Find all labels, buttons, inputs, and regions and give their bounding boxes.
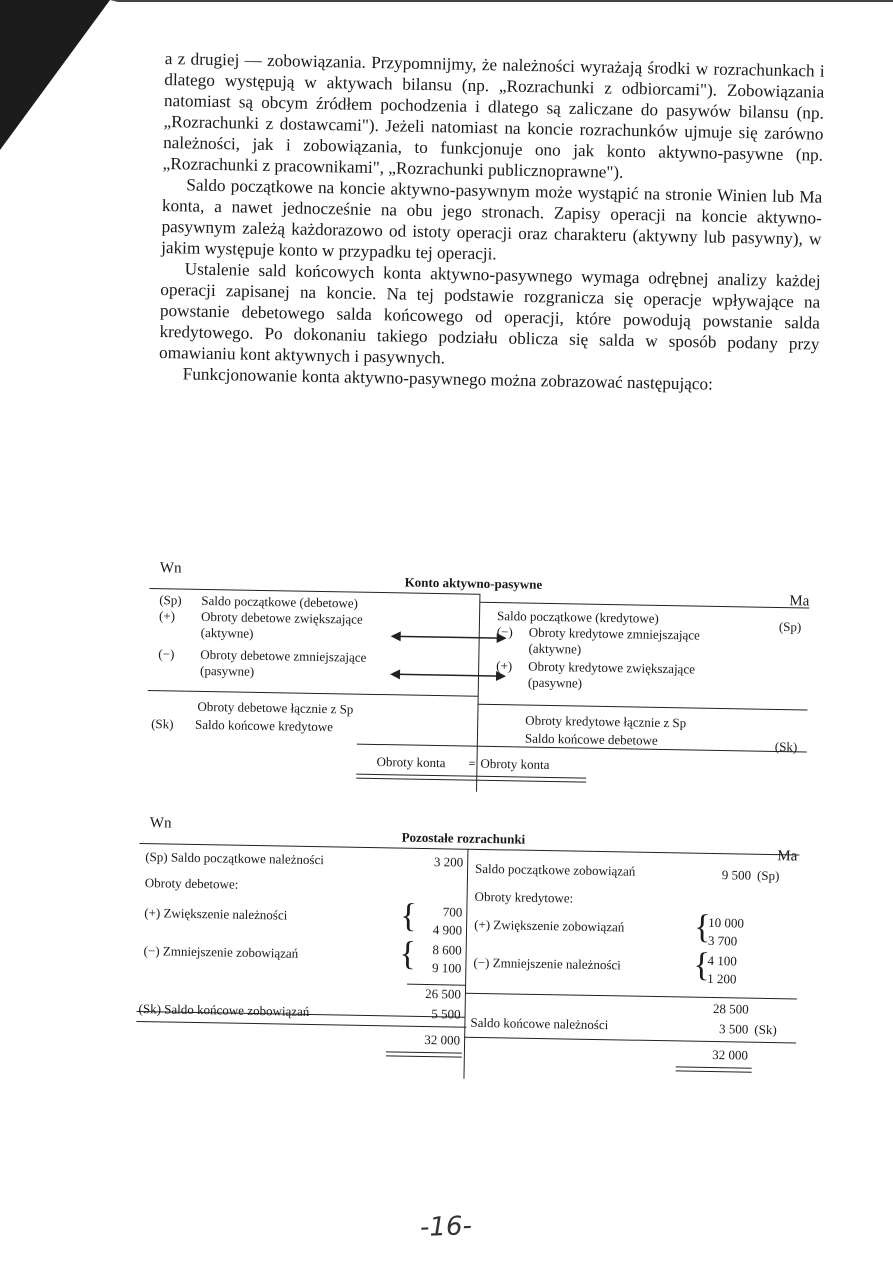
right-inc-value: 10 000: [708, 914, 745, 931]
right-dec-value: 1 200: [707, 970, 737, 987]
right-total: Obroty kredytowe łącznie z Sp: [525, 712, 687, 731]
right-final: Saldo końcowe debetowe: [524, 730, 658, 748]
right-row-text: Obroty kredytowe zwiększające: [528, 658, 696, 677]
paragraph-1: a z drugiej — zobowiązania. Przypomnijmy, że należności wyrażają środki w rozrachunkach i dlatego występują w aktywach bilansu (np. „Rozrachunki z odbiorcami"). Zobowiązania natomiast są obcym źródłem pochodzenia i dlatego są zaliczane do pasywów bilansu (np. „Rozrachunki z dostawcami"). Jeżeli natomiast na koncie rozrachunków ujmuje się zarówno należności, jak i zobowiązania, to funkcjonuje ono jak konto aktywno-pasywne (np. „Rozrachunki z pracownikami", „Rozrachunki publicznoprawne").: [162, 48, 825, 182]
wn-header: Wn: [159, 560, 182, 577]
left-inc-value: 700: [442, 904, 463, 920]
left-sp: (Sp) Saldo początkowe należności: [145, 849, 325, 868]
left-sum: 26 500: [425, 986, 462, 1002]
right-dec-value: 4 100: [707, 952, 737, 969]
right-sum: 28 500: [712, 1001, 749, 1017]
right-final-mark: (Sk): [774, 738, 798, 755]
right-row-text: (pasywne): [527, 674, 583, 691]
left-turnover: Obroty debetowe:: [144, 875, 239, 892]
left-row-text: (aktywne): [200, 624, 254, 641]
left-sk-value: 5 500: [431, 1006, 461, 1022]
account-title: Konto aktywno-pasywne: [404, 574, 543, 592]
right-row-tail: (Sp): [778, 618, 802, 635]
right-turnover: Obroty kredytowe:: [474, 888, 574, 906]
right-sk-mark: (Sk): [754, 1021, 777, 1038]
right-sp-value: 9 500: [721, 867, 752, 883]
left-total: 32 000: [424, 1031, 461, 1048]
brace-icon: {: [693, 946, 711, 984]
turnover-right: Obroty konta: [480, 755, 550, 773]
left-sp-value: 3 200: [433, 854, 464, 870]
paragraph-3: Ustalenie sald końcowych konta aktywno-pasywnego wymaga odrębnej analizy każdej operacji zapisanej na koncie. Na tej podstawie rozgranicza się operacje wpływające na powstanie debetowego salda końcowego od operacji, które powodują powstanie salda kredytowego. Po dokonaniu takiego podziału oblicza się salda w sposób podany przy omawianiu kont aktywnych i pasywnych.: [158, 259, 821, 368]
right-sp-mark: (Sp): [756, 867, 780, 884]
brace-icon: {: [399, 935, 417, 973]
right-inc: (+) Zwiększenie zobowiązań: [474, 916, 625, 935]
turnover-left: Obroty konta: [376, 753, 446, 771]
ma-header: Ma: [789, 593, 810, 610]
right-sp: Saldo początkowe zobowiązań: [474, 860, 636, 879]
left-total: Obroty debetowe łącznie z Sp: [197, 698, 354, 717]
arrows-icon: [388, 624, 509, 696]
right-sk-value: 3 500: [718, 1021, 749, 1037]
right-inc-value: 3 700: [707, 932, 738, 949]
right-dec: (−) Zmniejszenie należności: [473, 954, 621, 973]
left-final-mark: (Sk): [151, 716, 174, 732]
t-account-active-passive: [146, 560, 810, 811]
wn-header: Wn: [149, 815, 172, 832]
turnover-eq: =: [468, 755, 476, 771]
brace-icon: {: [693, 908, 711, 946]
left-row-mark: (−): [158, 646, 175, 662]
left-row-text: (pasywne): [199, 662, 255, 679]
brace-icon: {: [399, 897, 417, 935]
right-row-mark: (−): [496, 624, 513, 640]
right-row-text: Saldo początkowe (kredytowe): [496, 608, 659, 626]
right-row-text: (aktywne): [528, 640, 582, 657]
paragraph-4: Funkcjonowanie konta aktywno-pasywnego można zobrazować następująco:: [182, 364, 714, 394]
right-total: 32 000: [712, 1047, 749, 1063]
page-number: -16-: [419, 1211, 473, 1243]
left-row-mark: (Sp): [159, 592, 182, 608]
left-row-text: Saldo początkowe (debetowe): [201, 592, 359, 611]
right-row-mark: (+): [496, 658, 513, 674]
left-dec-value: 9 100: [432, 960, 462, 976]
left-inc: (+) Zwiększenie należności: [144, 905, 288, 923]
ma-header: Ma: [777, 848, 798, 865]
account-title: Pozostałe rozrachunki: [401, 829, 526, 847]
left-dec-value: 8 600: [432, 942, 462, 958]
left-row-text: Obroty debetowe zmniejszające: [200, 646, 367, 665]
left-dec: (−) Zmniejszenie zobowiązań: [143, 943, 299, 961]
right-sk: Saldo końcowe należności: [470, 1014, 609, 1033]
left-final: Saldo końcowe kredytowe: [195, 716, 334, 735]
left-row-text: Obroty debetowe zwiększające: [200, 608, 363, 627]
left-row-mark: (+): [158, 608, 176, 624]
left-sk: (Sk) Saldo końcowe zobowiązań: [138, 1001, 310, 1019]
t-account-other-settlements: [135, 815, 800, 1096]
right-row-text: Obroty kredytowe zmniejszające: [528, 624, 701, 643]
body-text: [159, 48, 825, 397]
left-inc-value: 4 900: [432, 922, 463, 938]
paragraph-2: Saldo początkowe na koncie aktywno-pasywnym może wystąpić na stronie Winien lub Ma konta, a nawet jednocześnie na obu jego stronach. Zapisy operacji na koncie aktywno-pasywnym zależą każdorazowo od istoty operacji oraz charakteru (aktywny lub pasywny), w jakim występuje konto w przypadku tej operacji.: [160, 175, 823, 264]
